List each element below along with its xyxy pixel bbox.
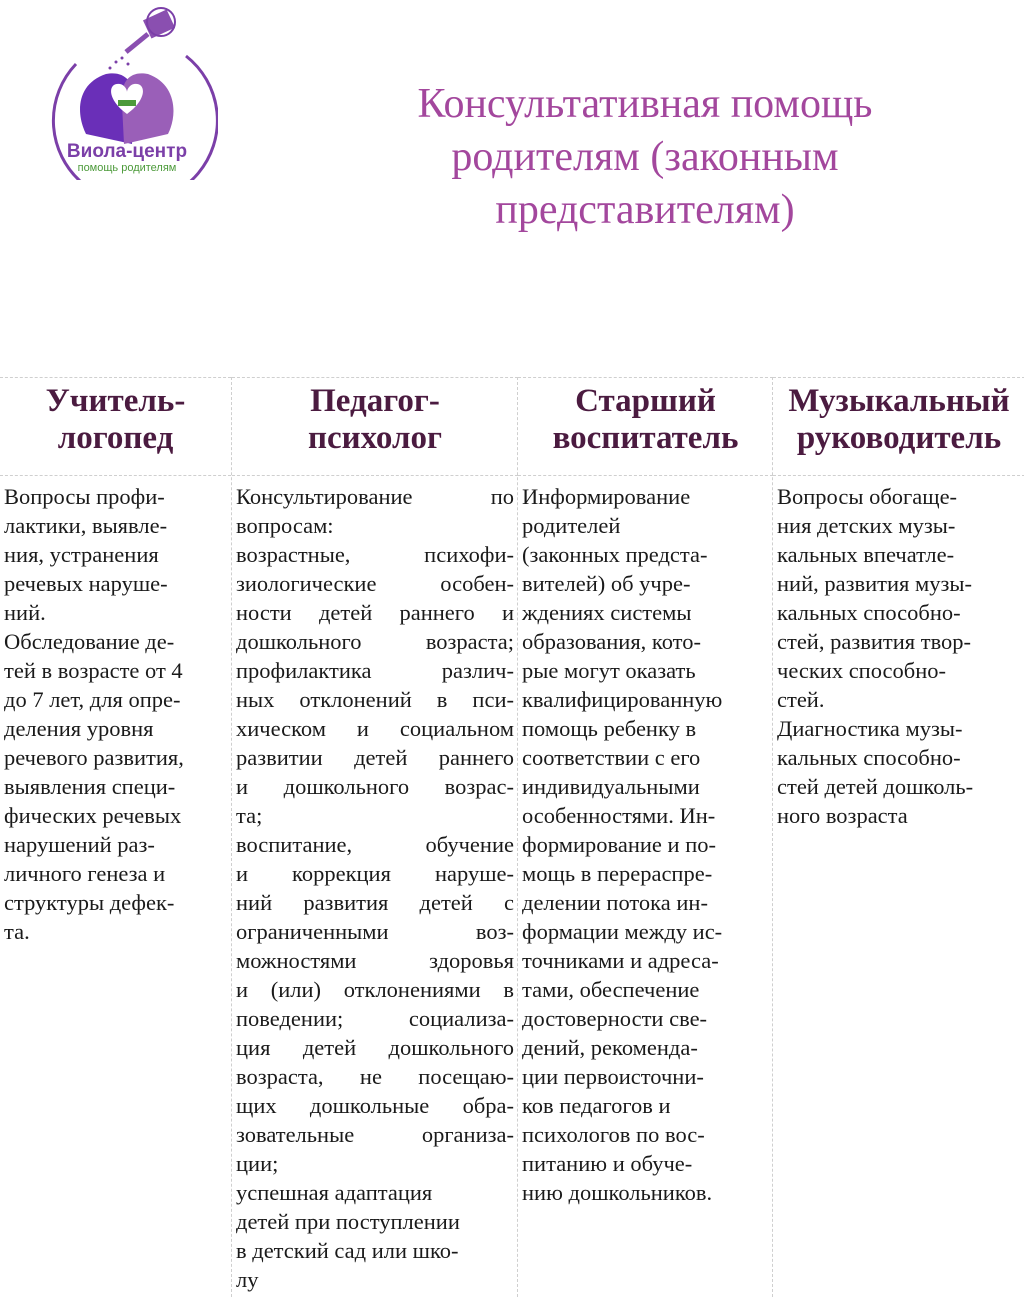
text-line: питанию и обуче- [522, 1151, 693, 1176]
text-line: кальных впечатле- [777, 542, 955, 567]
text-line: воспитание, обучение [236, 832, 514, 857]
text-line: дений, рекоменда- [522, 1035, 698, 1060]
text-line: щих дошкольные обра- [236, 1093, 514, 1118]
text-line: тами, обеспечение [522, 977, 700, 1002]
text-line: хическом и социальном [236, 716, 514, 741]
text-line: формирование и по- [522, 832, 716, 857]
text-line: ний развития детей с [236, 890, 514, 915]
table-column [517, 377, 773, 1297]
text-line: ний. [4, 600, 46, 625]
text-line: вопросам: [236, 513, 334, 538]
title-line: Консультативная помощь [417, 81, 873, 127]
text-line: тей в возрасте от 4 [4, 658, 183, 683]
specialists-table [0, 377, 1024, 1297]
logo-image-icon [36, 4, 218, 180]
text-line: зиологические особен- [236, 571, 514, 596]
text-line: лу [236, 1267, 259, 1292]
text-line: Обследование де- [4, 629, 175, 654]
text-line: ных отклонений в пси- [236, 687, 514, 712]
text-line: соответствии с его [522, 745, 701, 770]
header-line: Педагог- [310, 383, 440, 419]
text-line: фических речевых [4, 803, 182, 828]
header-line: воспитатель [552, 420, 739, 456]
text-line: поведении; социализа- [236, 1006, 514, 1031]
text-line: ков педагогов и [522, 1093, 671, 1118]
header-line: психолог [308, 420, 442, 456]
text-line: рые могут оказать [522, 658, 696, 683]
column-text [4, 482, 227, 946]
column-text [522, 482, 769, 1207]
text-line: вителей) об учре- [522, 571, 691, 596]
text-line: та; [236, 803, 263, 828]
text-line: до 7 лет, для опре- [4, 687, 181, 712]
text-line: точниками и адреса- [522, 948, 719, 973]
text-line: деления уровня [4, 716, 154, 741]
text-line: ний, развития музы- [777, 571, 972, 596]
text-line: достоверности све- [522, 1006, 708, 1031]
text-line: ции первоисточни- [522, 1064, 704, 1089]
text-line: речевого развития, [4, 745, 184, 770]
text-line: развитии детей раннего [236, 745, 514, 770]
text-line: личного генеза и [4, 861, 166, 886]
text-line: Вопросы обогаще- [777, 484, 958, 509]
text-line: ограниченными воз- [236, 919, 514, 944]
header-line: руководитель [796, 420, 1002, 456]
text-line: профилактика различ- [236, 658, 514, 683]
text-line: дошкольного возраста; [236, 629, 514, 654]
text-line: ция детей дошкольного [236, 1035, 514, 1060]
page-title [330, 78, 960, 237]
table-column [772, 377, 1024, 1297]
text-line: ния детских музы- [777, 513, 956, 538]
column-header [773, 377, 1024, 476]
text-line: особенностями. Ин- [522, 803, 716, 828]
text-line: и дошкольного возрас- [236, 774, 514, 799]
svg-text:помощь родителям: помощь родителям [77, 162, 177, 174]
text-line: (законных предста- [522, 542, 708, 567]
text-line: успешная адаптация [236, 1180, 433, 1205]
column-header [518, 377, 773, 476]
title-line: родителям (законным [451, 134, 839, 180]
viola-center-logo [36, 4, 218, 180]
text-line: стей детей дошколь- [777, 774, 974, 799]
text-line: формации между ис- [522, 919, 723, 944]
text-line: ческих способно- [777, 658, 947, 683]
header-line: Музыкальный [788, 383, 1010, 419]
text-line: кальных способно- [777, 600, 961, 625]
column-text [777, 482, 1021, 830]
text-line: та. [4, 919, 30, 944]
text-line: психологов по вос- [522, 1122, 705, 1147]
text-line: структуры дефек- [4, 890, 175, 915]
text-line: квалифицированную [522, 687, 723, 712]
text-line: в детский сад или шко- [236, 1238, 459, 1263]
text-line: нию дошкольников. [522, 1180, 713, 1205]
text-line: образования, кото- [522, 629, 701, 654]
column-header [0, 377, 231, 476]
text-line: нарушений раз- [4, 832, 155, 857]
text-line: и коррекция наруше- [236, 861, 514, 886]
column-text [236, 482, 514, 1294]
text-line: кальных способно- [777, 745, 961, 770]
text-line: ждениях системы [522, 600, 692, 625]
title-line: представителям) [495, 187, 795, 233]
text-line: Информирование [522, 484, 691, 509]
text-line: стей. [777, 687, 825, 712]
text-line: индивидуальными [522, 774, 700, 799]
column-header [232, 377, 518, 476]
text-line: ции; [236, 1151, 279, 1176]
header-line: логопед [57, 420, 174, 456]
text-line: речевых наруше- [4, 571, 168, 596]
text-line: возраста, не посещаю- [236, 1064, 514, 1089]
header-line: Учитель- [45, 383, 186, 419]
text-line: мощь в перераспре- [522, 861, 713, 886]
text-line: лактики, выявле- [4, 513, 168, 538]
text-line: помощь ребенку в [522, 716, 697, 741]
text-line: Вопросы профи- [4, 484, 165, 509]
table-column [0, 377, 231, 1297]
text-line: зовательные организа- [236, 1122, 514, 1147]
text-line: возрастные, психофи- [236, 542, 514, 567]
text-line: Консультирование по [236, 484, 514, 509]
text-line: ния, устранения [4, 542, 159, 567]
text-line: выявления специ- [4, 774, 176, 799]
text-line: ного возраста [777, 803, 908, 828]
text-line: можностями здоровья [236, 948, 514, 973]
header-line: Старший [575, 383, 716, 419]
text-line: ности детей раннего и [236, 600, 514, 625]
table-column [231, 377, 518, 1297]
text-line: родителей [522, 513, 621, 538]
text-line: Диагностика музы- [777, 716, 963, 741]
text-line: детей при поступлении [236, 1209, 460, 1234]
text-line: и (или) отклонениями в [236, 977, 514, 1002]
text-line: стей, развития твор- [777, 629, 972, 654]
text-line: делении потока ин- [522, 890, 708, 915]
svg-text:Виола-центр: Виола-центр [66, 141, 188, 162]
